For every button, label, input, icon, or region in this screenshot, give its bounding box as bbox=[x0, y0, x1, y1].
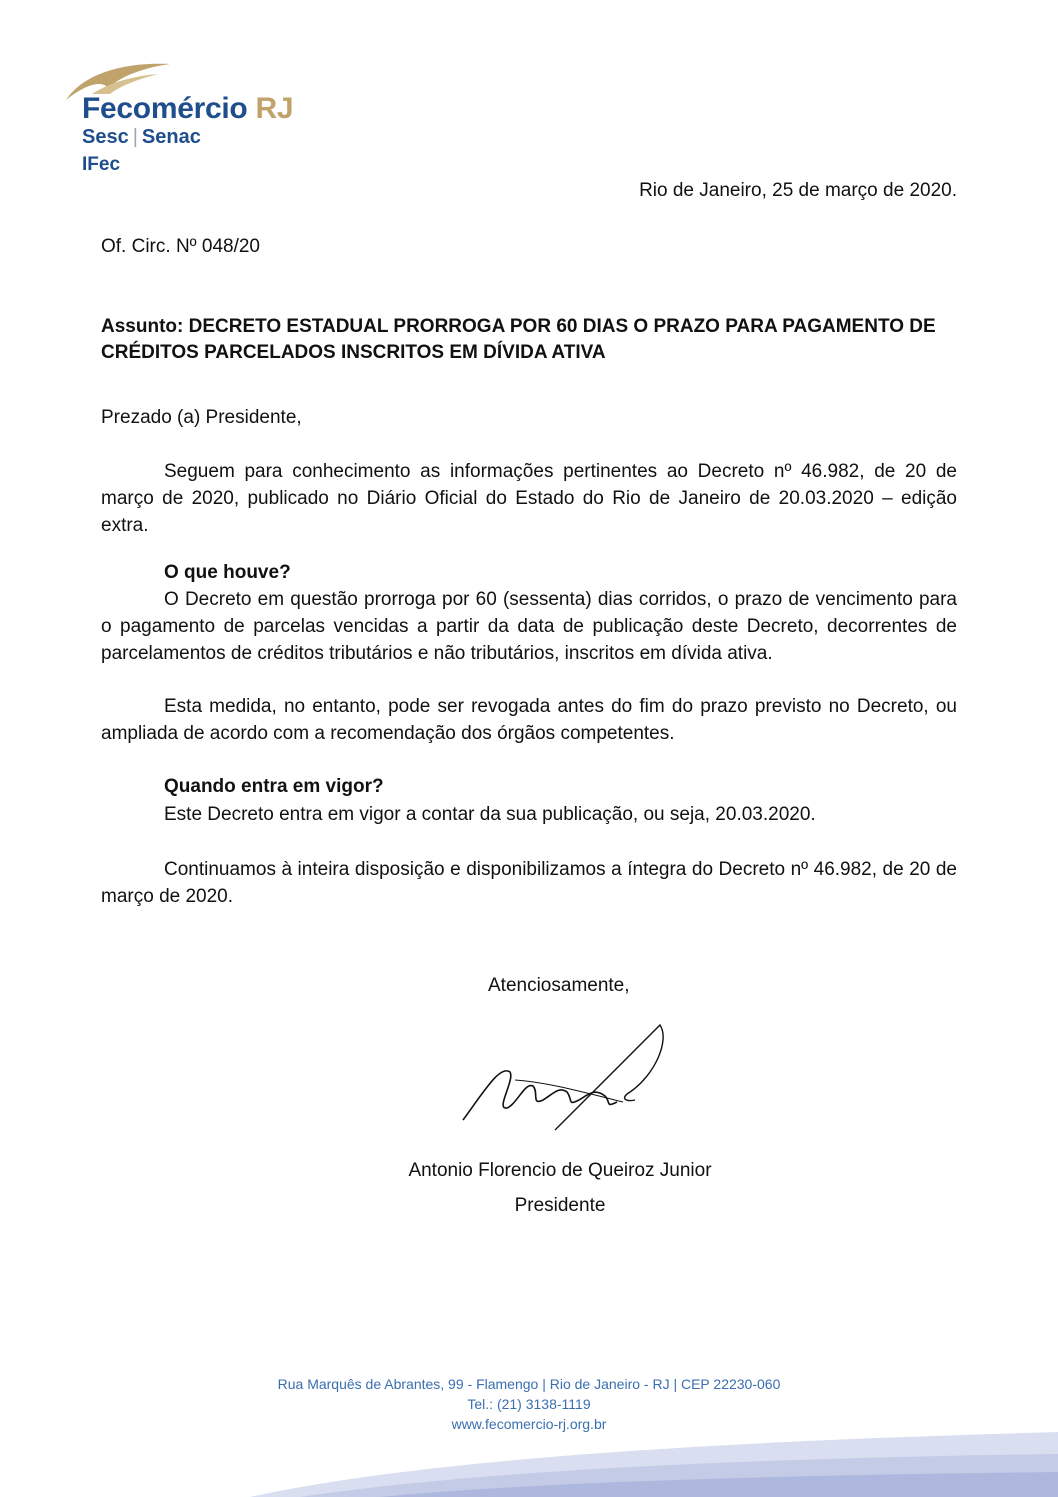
footer-swoosh bbox=[0, 1420, 1058, 1497]
paragraph-effective-date: Este Decreto entra em vigor a contar da sua publicação, ou seja, 20.03.2020. bbox=[164, 804, 816, 825]
paragraph-revocation: Esta medida, no entanto, pode ser revogada antes do fim do prazo previsto no Decreto, ou ampliada de acordo com a recomendação dos órgãos competentes. bbox=[101, 696, 957, 744]
date-line: Rio de Janeiro, 25 de março de 2020. bbox=[639, 180, 957, 201]
subject-line: Assunto: DECRETO ESTADUAL PRORROGA POR 60 DIAS O PRAZO PARA PAGAMENTO DE CRÉDITOS PARCELADOS INSCRITOS EM DÍVIDA ATIVA bbox=[101, 316, 936, 363]
footer-address: Rua Marquês de Abrantes, 99 - Flamengo | Rio de Janeiro - RJ | CEP 22230-060 bbox=[277, 1376, 781, 1392]
salutation: Prezado (a) Presidente, bbox=[101, 407, 302, 428]
paragraph-intro: Seguem para conhecimento as informações pertinentes ao Decreto nº 46.982, de 20 de março de 2020, publicado no Diário Oficial do Estado do Rio de Janeiro de 20.03.2020 – edição extra. bbox=[101, 461, 957, 536]
signer-title: Presidente bbox=[514, 1195, 606, 1216]
footer-website[interactable]: www.fecomercio-rj.org.br bbox=[451, 1416, 607, 1432]
footer-phone: Tel.: (21) 3138-1119 bbox=[467, 1396, 591, 1412]
brand-name: Fecomércio RJ bbox=[82, 92, 294, 125]
handwritten-signature bbox=[455, 1020, 675, 1140]
closing-phrase: Atenciosamente, bbox=[488, 975, 630, 996]
heading-effective-date: Quando entra em vigor? bbox=[164, 776, 384, 797]
paragraph-what-happened: O Decreto em questão prorroga por 60 (sessenta) dias corridos, o prazo de vencimento para o pagamento de parcelas vencidas a partir da data de publicação deste Decreto, decorrentes de parcelamentos de créditos tributários e não tributários, inscritos em dívida ativa. bbox=[101, 589, 957, 664]
signer-name: Antonio Florencio de Queiroz Junior bbox=[408, 1160, 712, 1181]
heading-what-happened: O que houve? bbox=[164, 562, 291, 583]
brand-sub-line: Sesc | Senac bbox=[82, 126, 201, 148]
reference-number: Of. Circ. Nº 048/20 bbox=[101, 236, 260, 257]
company-logo bbox=[62, 58, 322, 178]
brand-ifec: IFec bbox=[82, 154, 121, 175]
paragraph-closing-note: Continuamos à inteira disposição e disponibilizamos a íntegra do Decreto nº 46.982, de 20 de março de 2020. bbox=[101, 859, 957, 907]
